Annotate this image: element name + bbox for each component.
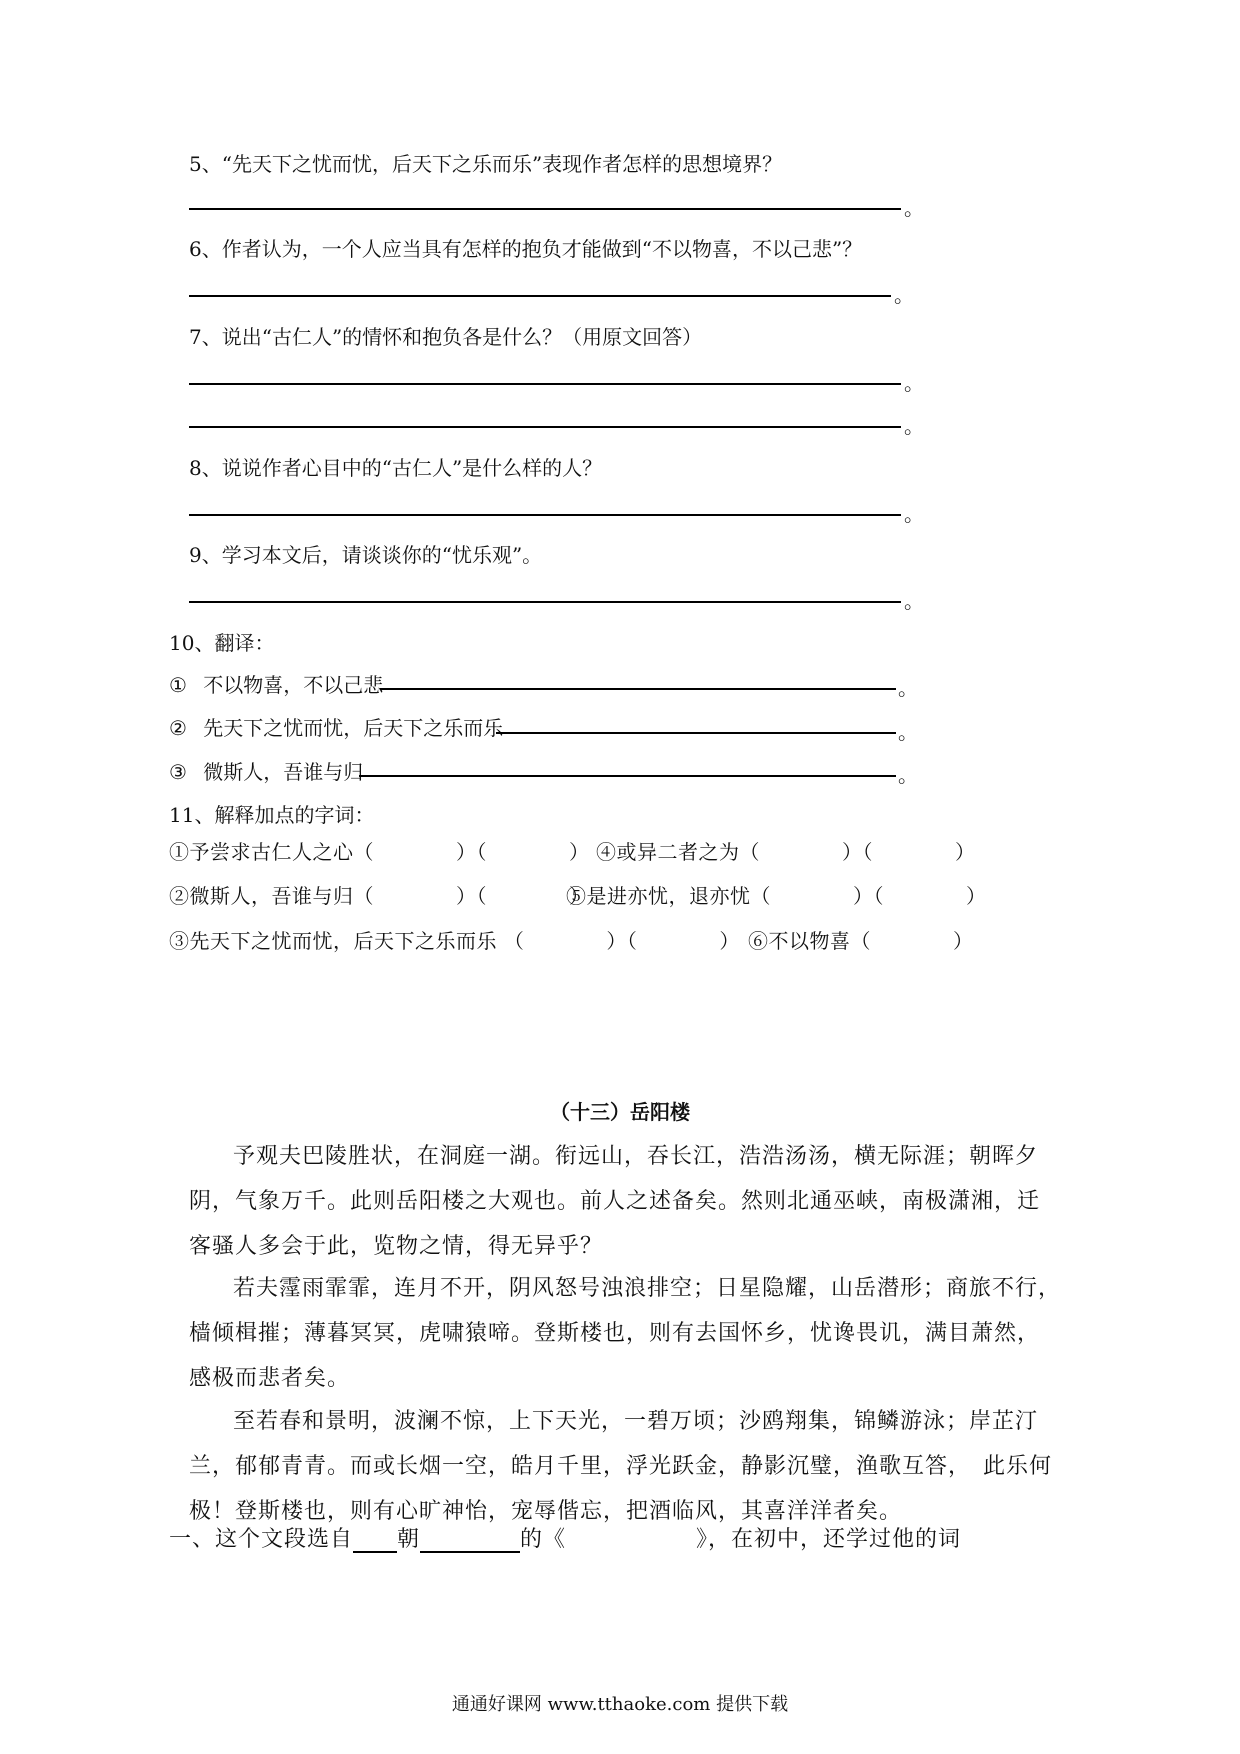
answer-line-6[interactable]	[189, 295, 891, 297]
vocab-item-5: ⑤是进亦忧，退亦忧（ ）（ ）	[566, 884, 987, 908]
vocab-item-2: ②微斯人，吾谁与归（ ）（ ）	[169, 884, 590, 908]
section-title: （十三）岳阳楼	[550, 1100, 690, 1124]
period: 。	[898, 763, 918, 787]
question-7: 7、说出“古仁人”的情怀和抱负各是什么？（用原文回答）	[189, 325, 703, 349]
blank-author[interactable]	[420, 1529, 520, 1553]
answer-line-7b[interactable]	[189, 426, 901, 428]
item-number: ③	[169, 760, 187, 784]
last-question	[169, 1522, 961, 1553]
answer-line-5[interactable]	[189, 208, 901, 210]
item-number: ②	[169, 716, 187, 740]
passage-paragraph-1: 予观夫巴陵胜状，在洞庭一湖。衔远山，吞长江，浩浩汤汤，横无际涯；朝晖夕阴，气象万千。此则岳阳楼之大观也。前人之述备矣。然则北通巫峡，南极潇湘，迁客骚人多会于此，览物之情，得无异乎？	[189, 1144, 1041, 1259]
period: 。	[898, 676, 918, 700]
period: 。	[904, 196, 924, 220]
vocab-item-6: ⑥不以物喜（ ）	[748, 929, 974, 953]
period: 。	[904, 589, 924, 613]
answer-line-8[interactable]	[189, 514, 901, 516]
question-6: 6、作者认为，一个人应当具有怎样的抱负才能做到“不以物喜，不以己悲”？	[189, 237, 863, 261]
period: 。	[894, 283, 914, 307]
period: 。	[904, 371, 924, 395]
translate-answer-line-1[interactable]	[380, 688, 896, 690]
item-number: ①	[169, 673, 187, 697]
period: 。	[898, 720, 918, 744]
last-question-part-1: 一、这个文段选自	[169, 1527, 354, 1552]
translate-answer-line-3[interactable]	[359, 775, 896, 777]
question-8: 8、说说作者心目中的“古仁人”是什么样的人？	[189, 456, 603, 480]
passage-paragraph-2: 若夫霪雨霏霏，连月不开，阴风怒号浊浪排空；日星隐耀，山岳潜形；商旅不行，樯倾楫摧；薄暮冥冥，虎啸猿啼。登斯楼也，则有去国怀乡，忧谗畏讥，满目萧然，感极而悲者矣。	[189, 1276, 1062, 1391]
answer-line-7a[interactable]	[189, 383, 901, 385]
vocab-item-4: ④或异二者之为（ ）（ ）	[596, 840, 976, 864]
last-question-part-3: 的《	[520, 1527, 567, 1552]
last-question-part-2: 朝	[397, 1527, 421, 1552]
vocab-item-1: ①予尝求古仁人之心（ ）（ ）	[169, 840, 590, 864]
blank-dynasty[interactable]	[353, 1529, 397, 1553]
translate-item-1	[169, 669, 383, 698]
item-text: 先天下之忧而忧，后天下之乐而乐	[203, 716, 504, 740]
translate-item-3	[169, 756, 363, 785]
translate-item-2	[169, 712, 503, 741]
question-9: 9、学习本文后，请谈谈你的“忧乐观”。	[189, 543, 543, 567]
page-footer: 通通好课网 www.tthaoke.com 提供下载	[451, 1694, 789, 1715]
passage-paragraph-3: 至若春和景明，波澜不惊，上下天光，一碧万顷；沙鸥翔集，锦鳞游泳；岸芷汀兰，郁郁青青。而或长烟一空，皓月千里，浮光跃金，静影沉璧，渔歌互答， 此乐何极！登斯楼也，则有心旷神怡，宠辱偕忘，把酒临风，其喜洋洋者矣。	[189, 1409, 1053, 1524]
answer-line-9[interactable]	[189, 601, 901, 603]
last-question-part-4: 》，在初中，还学过他的词	[696, 1527, 962, 1552]
question-5: 5、“先天下之忧而忧，后天下之乐而乐”表现作者怎样的思想境界？	[189, 152, 783, 176]
translate-answer-line-2[interactable]	[496, 732, 896, 734]
item-text: 不以物喜，不以己悲	[203, 673, 384, 697]
question-11: 11、解释加点的字词：	[169, 803, 375, 827]
period: 。	[904, 502, 924, 526]
vocab-item-3: ③先天下之忧而忧，后天下之乐而乐 （ ）（ ）	[169, 929, 740, 953]
period: 。	[904, 414, 924, 438]
question-10: 10、翻译：	[169, 631, 275, 655]
item-text: 微斯人，吾谁与归	[203, 760, 364, 784]
